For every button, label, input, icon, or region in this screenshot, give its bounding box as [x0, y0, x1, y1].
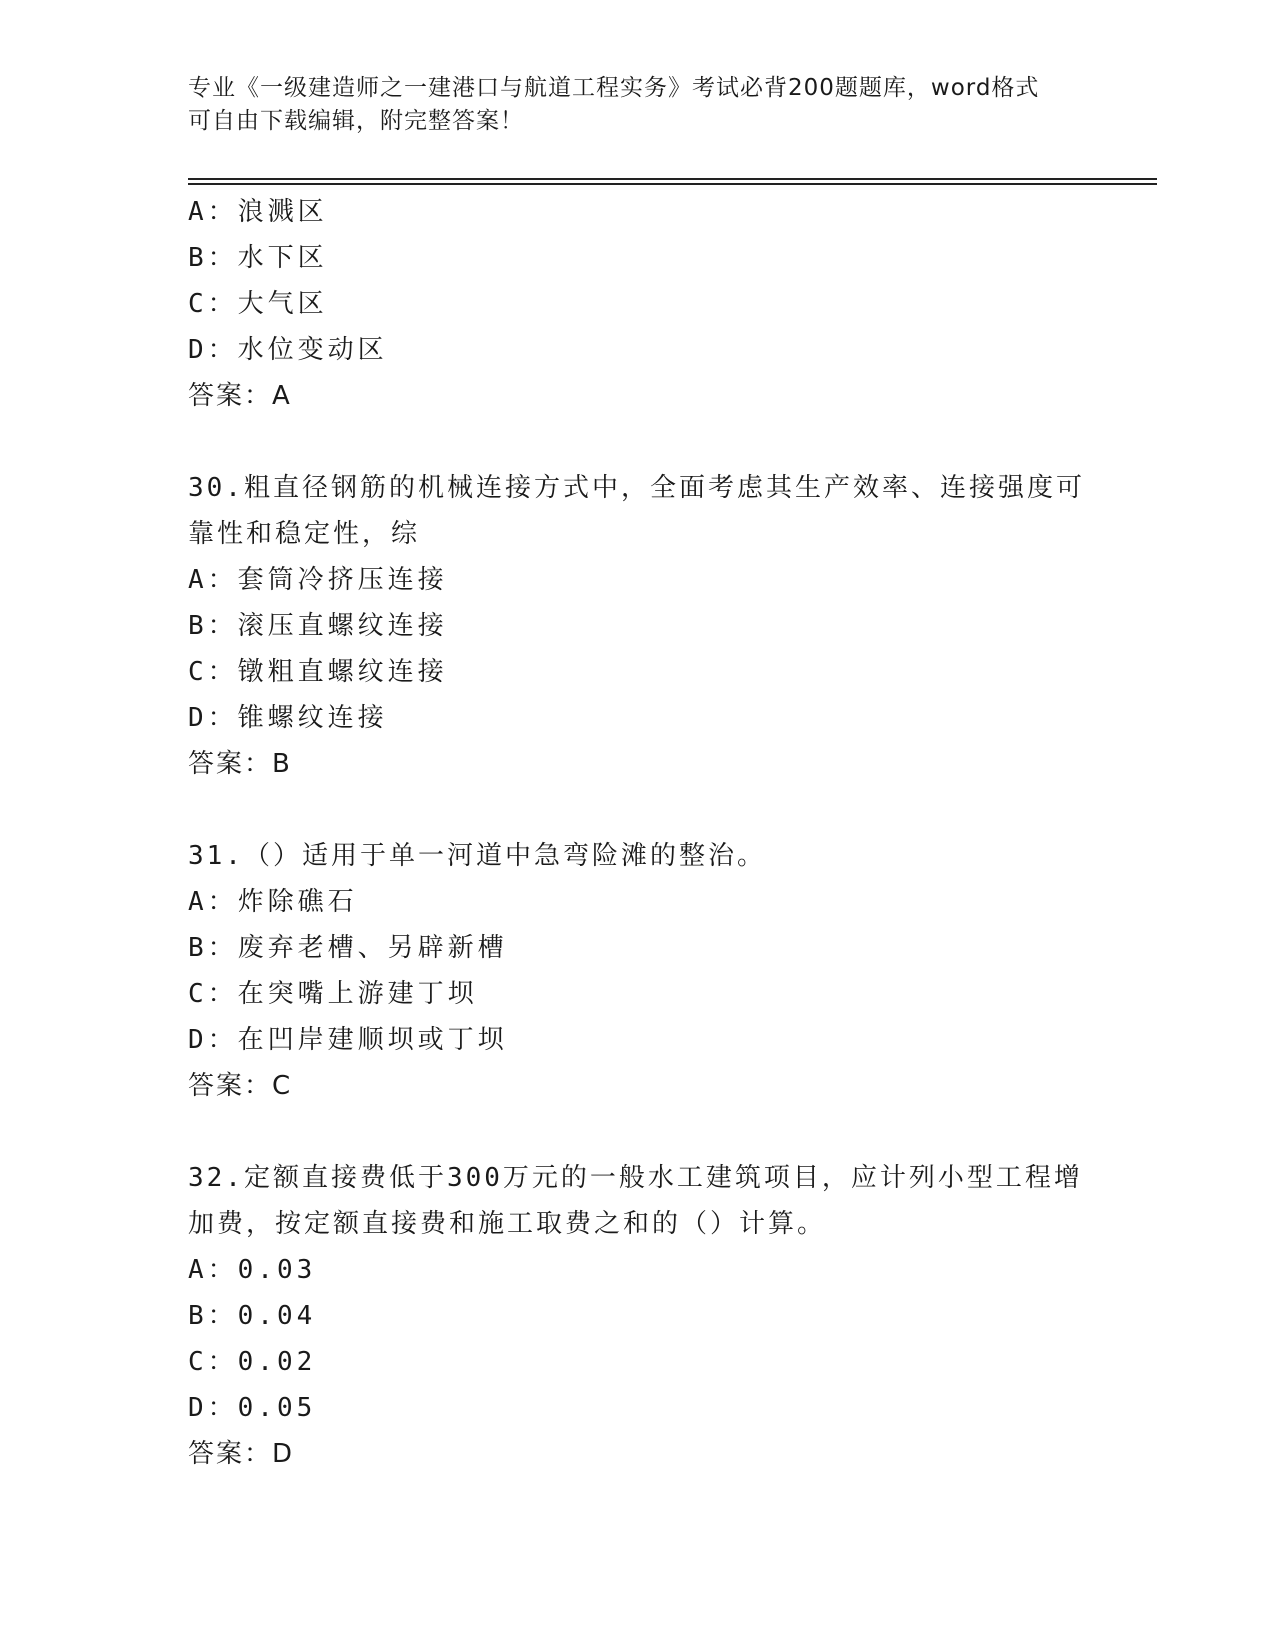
option-a: A：套筒冷挤压连接 [188, 565, 448, 595]
option-c: C：大气区 [188, 289, 328, 319]
question-block-31 [188, 833, 1088, 1109]
option-d: D：在凹岸建顺坝或丁坝 [188, 1025, 508, 1055]
document-header [188, 72, 1068, 138]
option-b: B：废弃老槽、另辟新槽 [188, 933, 508, 963]
header-divider-top [188, 178, 1157, 180]
question-text-line-1: 32.定额直接费低于300万元的一般水工建筑项目，应计列小型工程增 [188, 1163, 1083, 1193]
option-b: B：滚压直螺纹连接 [188, 611, 448, 641]
question-block-29 [188, 189, 1088, 419]
option-d: D：水位变动区 [188, 335, 388, 365]
option-c: C：在突嘴上游建丁坝 [188, 979, 478, 1009]
spacer [188, 419, 1088, 465]
answer-line: 答案：B [188, 749, 292, 779]
option-d: D：0.05 [188, 1393, 317, 1423]
option-a: A：浪溅区 [188, 197, 328, 227]
answer-line: 答案：C [188, 1071, 293, 1101]
option-c: C：镦粗直螺纹连接 [188, 657, 448, 687]
header-title-line-1: 专业《一级建造师之一建港口与航道工程实务》考试必背200题题库，word格式 [188, 75, 1040, 101]
question-block-32 [188, 1155, 1088, 1477]
option-a: A：炸除礁石 [188, 887, 358, 917]
question-text-line-2: 加费，按定额直接费和施工取费之和的（）计算。 [188, 1209, 827, 1239]
question-list [188, 189, 1088, 1477]
header-divider-bottom [188, 183, 1157, 185]
answer-line: 答案：A [188, 381, 292, 411]
question-block-30 [188, 465, 1088, 787]
spacer [188, 787, 1088, 833]
spacer [188, 1109, 1088, 1155]
option-a: A：0.03 [188, 1255, 317, 1285]
option-d: D：锥螺纹连接 [188, 703, 388, 733]
answer-line: 答案：D [188, 1439, 295, 1469]
option-b: B：水下区 [188, 243, 328, 273]
question-text-line-1: 30.粗直径钢筋的机械连接方式中，全面考虑其生产效率、连接强度可 [188, 473, 1085, 503]
question-text-line-2: 靠性和稳定性，综 [188, 519, 421, 549]
question-text-line-1: 31.（）适用于单一河道中急弯险滩的整治。 [188, 841, 766, 871]
option-b: B：0.04 [188, 1301, 317, 1331]
header-title-line-2: 可自由下载编辑，附完整答案！ [188, 108, 524, 134]
option-c: C：0.02 [188, 1347, 317, 1377]
